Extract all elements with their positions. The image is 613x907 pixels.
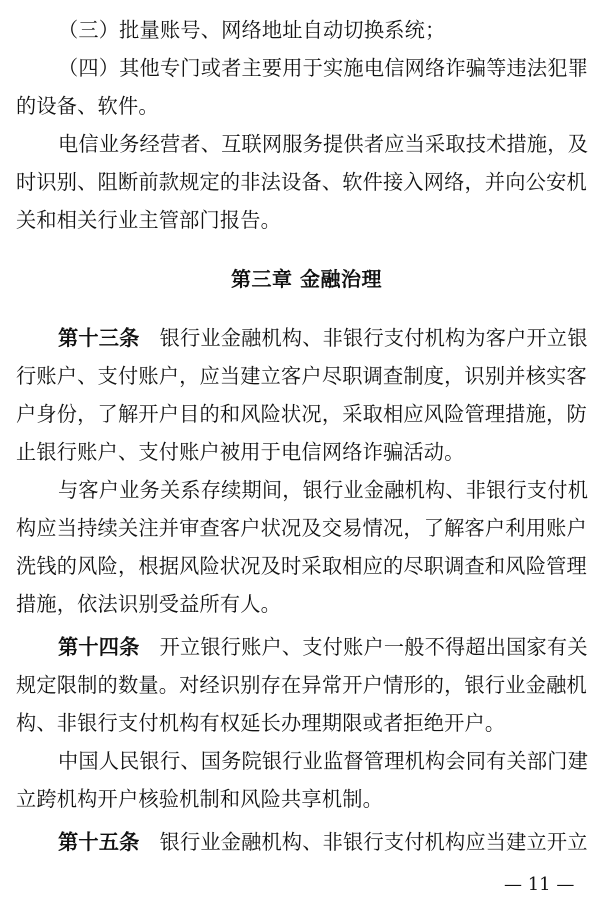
text-line: 开立银行账户、支付账户一般不得超出国家有关 [159, 635, 588, 659]
text-line: 立跨机构开户核验机制和风险共享机制。 [16, 787, 383, 811]
article-14-first-line [58, 631, 596, 663]
page-number: — 11 — [504, 874, 575, 895]
article-label: 第十五条 [58, 830, 140, 854]
text-line: 止银行账户、支付账户被用于电信网络诈骗活动。 [16, 440, 465, 464]
chapter-title: 第三章 金融治理 [231, 267, 382, 291]
text-line: 洗钱的风险，根据风险状况及时采取相应的尽职调查和风险管理 [16, 554, 587, 578]
text-line: 构应当持续关注并审查客户状况及交易情况，了解客户利用账户 [16, 516, 587, 540]
text-line: 关和相关行业主管部门报告。 [16, 208, 282, 232]
text-line: 户身份，了解开户目的和风险状况，采取相应风险管理措施，防 [16, 402, 587, 426]
text-line: 行账户、支付账户，应当建立客户尽职调查制度，识别并核实客 [16, 364, 587, 388]
text-line: 中国人民银行、国务院银行业监督管理机构会同有关部门建 [58, 749, 589, 773]
text-line: 的设备、软件。 [16, 94, 159, 118]
article-label: 第十四条 [58, 635, 140, 659]
article-13-first-line [58, 322, 596, 354]
text-line: 银行业金融机构、非银行支付机构应当建立开立 [159, 830, 588, 854]
text-line: 与客户业务关系存续期间，银行业金融机构、非银行支付机 [58, 478, 589, 502]
text-line: 措施，依法识别受益所有人。 [16, 592, 282, 616]
text-line: 时识别、阻断前款规定的非法设备、软件接入网络，并向公安机 [16, 170, 587, 194]
text-line: 规定限制的数量。对经识别存在异常开户情形的，银行业金融机 [16, 673, 587, 697]
text-line: （四）其他专门或者主要用于实施电信网络诈骗等违法犯罪 [58, 56, 589, 80]
text-line: （三）批量账号、网络地址自动切换系统； [58, 18, 446, 42]
text-line: 银行业金融机构、非银行支付机构为客户开立银 [159, 326, 588, 350]
text-line: 电信业务经营者、互联网服务提供者应当采取技术措施，及 [58, 132, 589, 156]
article-label: 第十三条 [58, 326, 140, 350]
article-15-first-line [58, 826, 596, 858]
text-line: 构、非银行支付机构有权延长办理期限或者拒绝开户。 [16, 711, 506, 735]
